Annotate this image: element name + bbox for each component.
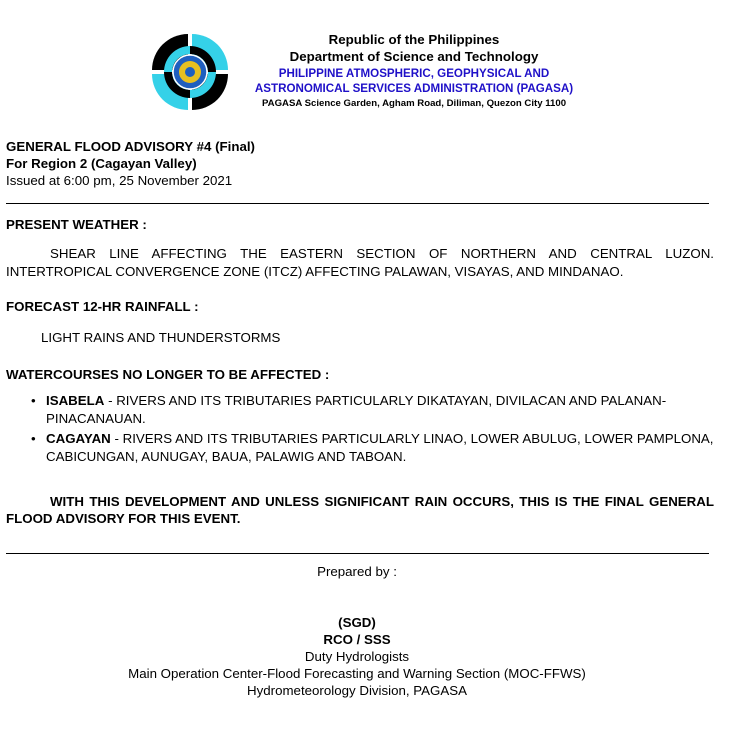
watercourses-list	[0, 392, 714, 468]
agency-line-1: PHILIPPINE ATMOSPHERIC, GEOPHYSICAL AND	[278, 67, 550, 80]
final-statement: WITH THIS DEVELOPMENT AND UNLESS SIGNIFICANT RAIN OCCURS, THIS IS THE FINAL GENERAL FLOOD ADVISORY FOR THIS EVENT.	[6, 494, 714, 526]
department-line: Department of Science and Technology	[289, 49, 539, 64]
signatory-role: Duty Hydrologists	[304, 649, 410, 664]
watercourses-heading: WATERCOURSES NO LONGER TO BE AFFECTED :	[6, 367, 330, 382]
pagasa-logo	[150, 32, 230, 112]
list-item	[0, 430, 714, 466]
signature-block	[0, 614, 714, 699]
bullet-icon: •	[31, 393, 36, 408]
province-name: CAGAYAN	[46, 431, 111, 446]
advisory-block	[6, 138, 255, 189]
divider-top	[6, 203, 709, 204]
present-weather-text: SHEAR LINE AFFECTING THE EASTERN SECTION OF NORTHERN AND CENTRAL LUZON. INTERTROPICAL CONVERGENCE ZONE (ITCZ) AFFECTING PALAWAN, VISAYAS, AND MINDANAO.	[6, 246, 714, 279]
advisory-region: For Region 2 (Cagayan Valley)	[6, 156, 197, 171]
list-item	[0, 392, 714, 428]
advisory-title: GENERAL FLOOD ADVISORY #4 (Final)	[6, 139, 255, 154]
bullet-icon: •	[31, 431, 36, 446]
prepared-by: Prepared by :	[317, 564, 397, 579]
agency-address: PAGASA Science Garden, Agham Road, Diliman, Quezon City 1100	[261, 98, 567, 109]
signatory-division: Hydrometeorology Division, PAGASA	[247, 683, 467, 698]
forecast-heading: FORECAST 12-HR RAINFALL :	[6, 299, 199, 314]
agency-header	[244, 32, 584, 110]
advisory-issued: Issued at 6:00 pm, 25 November 2021	[6, 173, 233, 188]
agency-line-2: ASTRONOMICAL SERVICES ADMINISTRATION (PAGASA)	[254, 82, 574, 95]
present-weather-heading: PRESENT WEATHER :	[6, 217, 147, 232]
republic-line: Republic of the Philippines	[328, 32, 500, 47]
province-name: ISABELA	[46, 393, 105, 408]
forecast-text: LIGHT RAINS AND THUNDERSTORMS	[41, 330, 281, 345]
signatory-section: Main Operation Center-Flood Forecasting and Warning Section (MOC-FFWS)	[128, 666, 586, 681]
divider-bottom	[6, 553, 709, 554]
province-rivers: - RIVERS AND ITS TRIBUTARIES PARTICULARLY DIKATAYAN, DIVILACAN AND PALANAN-PINACANAUAN.	[46, 393, 667, 426]
signature-sgd: (SGD)	[338, 615, 376, 630]
signatory-name: RCO / SSS	[323, 632, 391, 647]
province-rivers: - RIVERS AND ITS TRIBUTARIES PARTICULARLY LINAO, LOWER ABULUG, LOWER PAMPLONA, CABICUNGAN, AUNUGAY, BAUA, PALAWIG AND TABOAN.	[46, 431, 714, 464]
